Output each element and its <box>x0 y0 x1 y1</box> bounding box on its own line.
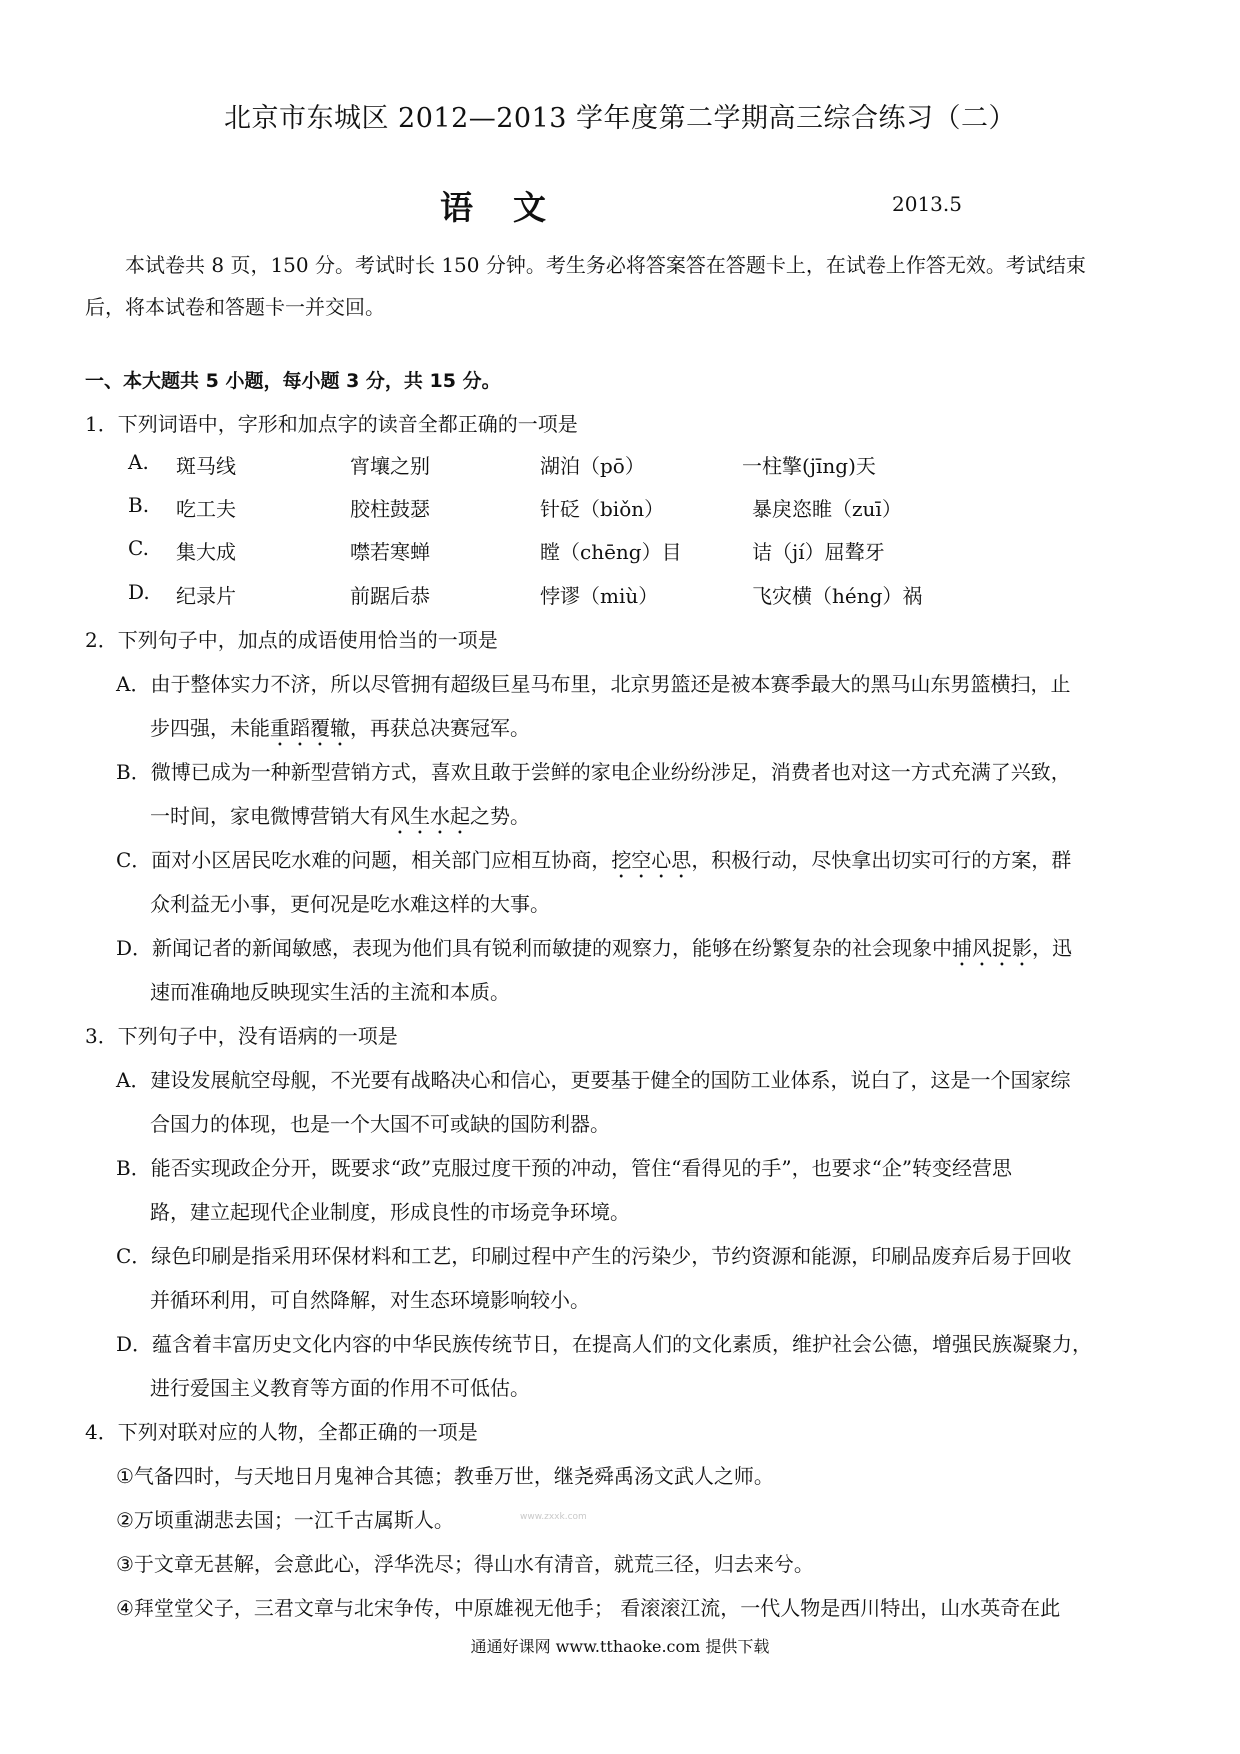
q1-option-c <box>0 536 1240 566</box>
q2-option-d-line2: 速而准确地反映现实生活的主流和本质。 <box>150 980 510 1004</box>
section-heading: 一、本大题共 5 小题，每小题 3 分，共 15 分。 <box>85 370 501 392</box>
text: ，迅 <box>1032 936 1073 960</box>
dotted-idiom: 重蹈覆辙 <box>270 716 350 740</box>
subject-title: 语文 <box>440 188 586 227</box>
couplet-2: ②万顷重湖悲去国；一江千古属斯人。 <box>116 1508 454 1532</box>
q3-option-a-line1: A．建设发展航空母舰，不光要有战略决心和信心，更要基于健全的国防工业体系，说白了，这是一个国家综 <box>116 1068 1071 1092</box>
watermark: www.zxxk.com <box>520 1512 587 1522</box>
instructions-line2: 后，将本试卷和答题卡一并交回。 <box>85 295 385 319</box>
option-label: B. <box>128 493 150 517</box>
q3-option-b-line1: B．能否实现政企分开，既要求“政”克服过度干预的冲动，管住“看得见的手”，也要求“企”转变经营思 <box>116 1156 1013 1180</box>
option-word-4: 诘（jí）屈聱牙 <box>752 540 885 564</box>
option-word-4: 一柱擎(jīng)天 <box>742 454 876 478</box>
option-word-2: 宵壤之别 <box>350 454 430 478</box>
page-footer: 通通好课网 www.tthaoke.com 提供下载 <box>470 1637 770 1656</box>
q4-stem: 4．下列对联对应的人物，全都正确的一项是 <box>85 1420 478 1444</box>
text: ，再获总决赛冠军。 <box>350 716 530 740</box>
dotted-idiom: 挖空心思 <box>611 848 692 872</box>
option-word-4: 暴戾恣睢（zuī） <box>752 497 902 521</box>
q2-stem: 2．下列句子中，加点的成语使用恰当的一项是 <box>85 628 498 652</box>
text: ，积极行动，尽快拿出切实可行的方案，群 <box>691 848 1072 872</box>
dotted-idiom: 风生水起 <box>390 804 470 828</box>
q2-option-c-line2: 众利益无小事，更何况是吃水难这样的大事。 <box>150 892 550 916</box>
option-word-2: 噤若寒蝉 <box>350 540 430 564</box>
dotted-idiom: 捕风捉影 <box>952 936 1033 960</box>
q1-option-d <box>0 580 1240 610</box>
q3-option-c-line2: 并循环利用，可自然降解，对生态环境影响较小。 <box>150 1288 590 1312</box>
text: 一时间，家电微博营销大有 <box>150 804 390 828</box>
q3-option-d-line1: D．蕴含着丰富历史文化内容的中华民族传统节日，在提高人们的文化素质，维护社会公德，增强民族凝聚力， <box>116 1332 1093 1356</box>
q3-stem: 3．下列句子中，没有语病的一项是 <box>85 1024 398 1048</box>
text: D．新闻记者的新闻敏感，表现为他们具有锐利而敏捷的观察力，能够在纷繁复杂的社会现象中 <box>116 936 953 960</box>
q3-option-d-line2: 进行爱国主义教育等方面的作用不可低估。 <box>150 1376 530 1400</box>
q1-option-a <box>0 450 1240 480</box>
option-word-1: 斑马线 <box>176 454 236 478</box>
q2-option-b-line2 <box>150 800 530 839</box>
q3-option-c-line1: C．绿色印刷是指采用环保材料和工艺，印刷过程中产生的污染少，节约资源和能源，印刷品废弃后易于回收 <box>116 1244 1072 1268</box>
text: 之势。 <box>470 804 530 828</box>
q1-stem: 1．下列词语中，字形和加点字的读音全都正确的一项是 <box>85 412 578 436</box>
q3-option-b-line2: 路，建立起现代企业制度，形成良性的市场竞争环境。 <box>150 1200 630 1224</box>
q2-option-c-line1 <box>116 844 1071 883</box>
exam-title: 北京市东城区 2012—2013 学年度第二学期高三综合练习（二） <box>223 103 1017 134</box>
option-word-3: 湖泊（pō） <box>540 454 645 478</box>
instructions-line1: 本试卷共 8 页，150 分。考试时长 150 分钟。考生务必将答案答在答题卡上，在试卷上作答无效。考试结束 <box>125 253 1086 277</box>
option-word-2: 前踞后恭 <box>350 584 430 608</box>
option-label: D. <box>128 580 150 604</box>
q2-option-b-line1: B．微博已成为一种新型营销方式，喜欢且敢于尝鲜的家电企业纷纷涉足，消费者也对这一方式充满了兴致， <box>116 760 1071 784</box>
option-word-3: 悖谬（miù） <box>540 584 659 608</box>
instructions <box>85 244 1170 328</box>
text: C．面对小区居民吃水难的问题，相关部门应相互协商， <box>116 848 612 872</box>
option-label: C. <box>128 536 149 560</box>
option-word-1: 纪录片 <box>176 584 236 608</box>
couplet-3: ③于文章无甚解，会意此心，浮华洗尽；得山水有清音，就荒三径，归去来兮。 <box>116 1552 814 1576</box>
option-label: A. <box>128 450 149 474</box>
exam-date: 2013.5 <box>892 192 962 216</box>
option-word-1: 吃工夫 <box>176 497 236 521</box>
couplet-4: ④拜堂堂父子，三君文章与北宋争传，中原雄视无他手； 看滚滚江流，一代人物是西川特出，山水英奇在此 <box>116 1596 1061 1620</box>
text: 步四强，未能 <box>150 716 270 740</box>
option-word-2: 胶柱鼓瑟 <box>350 497 430 521</box>
q1-option-b <box>0 493 1240 523</box>
option-word-1: 集大成 <box>176 540 236 564</box>
q3-option-a-line2: 合国力的体现，也是一个大国不可或缺的国防利器。 <box>150 1112 610 1136</box>
q2-option-a-line1: A．由于整体实力不济，所以尽管拥有超级巨星马布里，北京男篮还是被本赛季最大的黑马山东男篮横扫，止 <box>116 672 1071 696</box>
option-word-3: 瞠（chēng）目 <box>540 540 682 564</box>
q2-option-d-line1 <box>116 932 1072 971</box>
option-word-4: 飞灾横（héng）祸 <box>752 584 923 608</box>
couplet-1: ①气备四时，与天地日月鬼神合其德；教垂万世，继尧舜禹汤文武人之师。 <box>116 1464 774 1488</box>
option-word-3: 针砭（biǒn） <box>540 497 665 521</box>
q2-option-a-line2 <box>150 712 530 751</box>
